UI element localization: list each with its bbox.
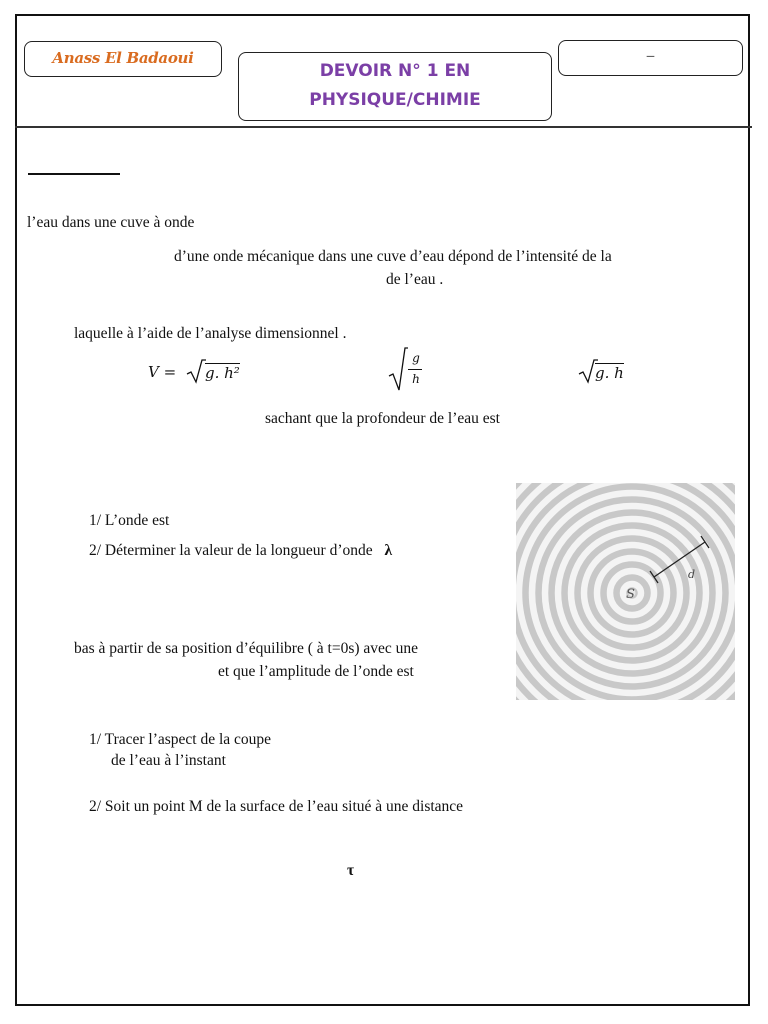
- question-1: 1/ L’onde est: [89, 512, 170, 529]
- formula-1-radicand: g. h²: [205, 364, 240, 382]
- sqrt-symbol-2: [388, 346, 408, 392]
- author-box: [24, 41, 222, 77]
- formula-3-radicand: g. h: [595, 364, 624, 382]
- question-2-text: 2/ Déterminer la valeur de la longueur d’onde: [89, 542, 373, 559]
- text-bas: bas à partir de sa position d’équilibre ( à t=0s) avec une: [74, 640, 419, 657]
- date-box: [558, 40, 743, 76]
- date-text: –: [646, 48, 655, 64]
- sqrt-symbol-1: [186, 358, 206, 384]
- distance-label: d: [688, 568, 696, 581]
- text-depend-line2: de l’eau .: [386, 271, 444, 288]
- part-2: 2/ Soit un point M de la surface de l’eau situé à une distance: [89, 798, 464, 815]
- tau-symbol: τ: [347, 862, 355, 879]
- title-line-2: PHYSIQUE/CHIMIE: [309, 90, 481, 110]
- text-tank: l’eau dans une cuve à onde: [27, 214, 195, 231]
- question-2: [89, 542, 392, 560]
- text-amplitude: et que l’amplitude de l’onde est: [218, 663, 414, 680]
- part-1-line-1: 1/ Tracer l’aspect de la coupe: [89, 731, 272, 748]
- formula-2-numerator: g: [412, 351, 420, 365]
- title-box: [238, 52, 552, 121]
- lambda-symbol: λ: [384, 542, 393, 559]
- formula-1-lhs: V =: [148, 363, 177, 381]
- text-depend-line1: d’une onde mécanique dans une cuve d’eau dépond de l’intensité de la: [174, 248, 612, 265]
- section-underline: [28, 173, 120, 175]
- formula-2-fraction-bar: [408, 369, 422, 370]
- source-label: S: [626, 587, 635, 602]
- text-analyse: laquelle à l’aide de l’analyse dimensionnel .: [74, 325, 347, 342]
- part-1-line-2: de l’eau à l’instant: [111, 752, 226, 769]
- ripple-tank-figure: [516, 483, 735, 700]
- header-divider: [15, 126, 752, 128]
- author-name: Anass El Badaoui: [52, 49, 194, 67]
- title-line-1: DEVOIR N° 1 EN: [319, 61, 471, 81]
- text-profondeur: sachant que la profondeur de l’eau est: [265, 410, 500, 427]
- formula-2-denominator: h: [412, 372, 420, 386]
